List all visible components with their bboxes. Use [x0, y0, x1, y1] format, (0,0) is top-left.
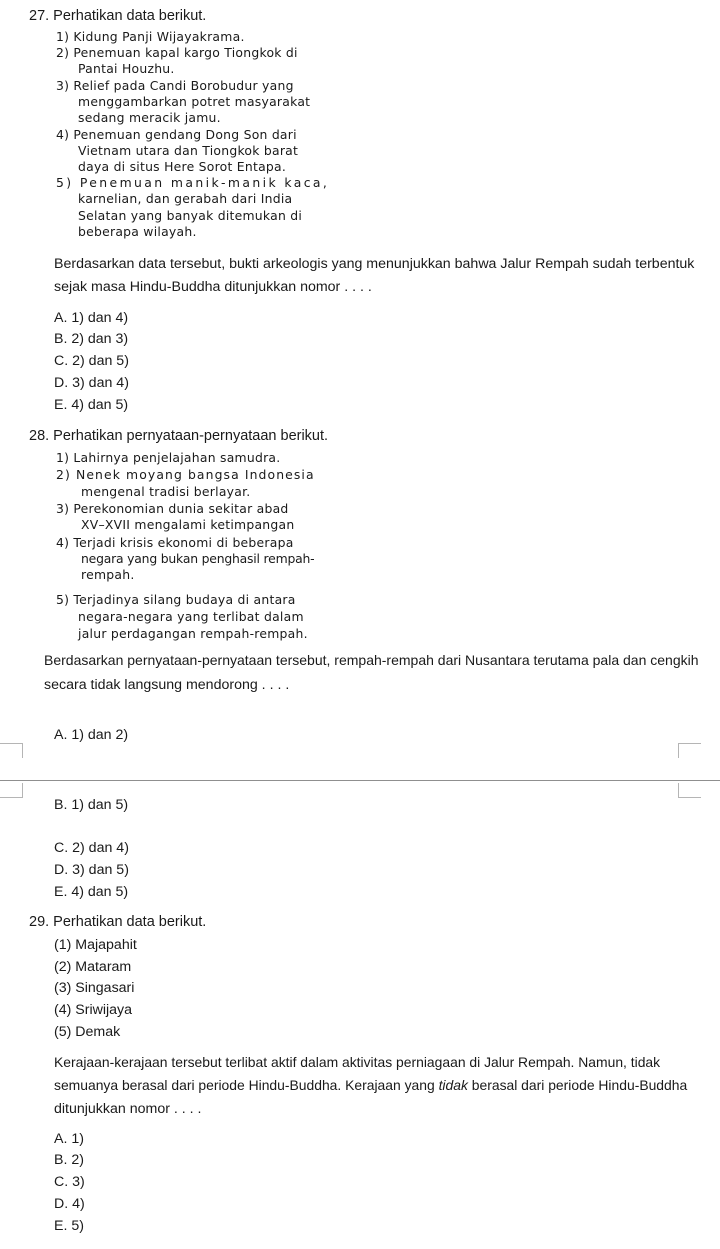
list-item: 5) Penemuan manik-manik kaca,	[56, 175, 330, 190]
list-item: (1) Majapahit	[54, 937, 137, 953]
option-c[interactable]: C. 3)	[54, 1174, 85, 1190]
option-c[interactable]: C. 2) dan 5)	[54, 353, 129, 369]
question-27-text-line-2: sejak masa Hindu-Buddha ditunjukkan nomor . . . .	[54, 279, 372, 295]
question-29-title: 29. Perhatikan data berikut.	[29, 914, 207, 930]
list-item: 1) Kidung Panji Wijayakrama.	[56, 29, 245, 44]
option-b[interactable]: B. 1) dan 5)	[54, 797, 129, 813]
list-item-continuation: jalur perdagangan rempah-rempah.	[78, 626, 308, 641]
list-item-continuation: negara-negara yang terlibat dalam	[78, 609, 304, 624]
option-e[interactable]: E. 4) dan 5)	[54, 884, 129, 900]
list-item-continuation: XV–XVII mengalami ketimpangan	[81, 517, 295, 532]
question-29-text-line-3: ditunjukkan nomor . . . .	[54, 1101, 202, 1117]
option-c[interactable]: C. 2) dan 4)	[54, 840, 129, 856]
crop-mark	[678, 783, 701, 798]
list-item: 5) Terjadinya silang budaya di antara	[56, 592, 296, 607]
question-29-text-line-2	[54, 1077, 687, 1093]
list-item-continuation: Vietnam utara dan Tiongkok barat	[78, 143, 299, 158]
option-d[interactable]: D. 3) dan 4)	[54, 375, 129, 391]
question-29-text-part: semuanya berasal dari periode Hindu-Buddha. Kerajaan yang	[54, 1077, 439, 1093]
question-29-text-part: berasal dari periode Hindu-Buddha	[467, 1077, 688, 1093]
crop-mark	[0, 743, 23, 758]
list-item: 3) Perekonomian dunia sekitar abad	[56, 501, 289, 516]
option-e[interactable]: E. 5)	[54, 1218, 84, 1234]
list-item-continuation: daya di situs Here Sorot Entapa.	[78, 159, 287, 174]
question-27-title: 27. Perhatikan data berikut.	[29, 8, 207, 24]
list-item: 2) Penemuan kapal kargo Tiongkok di	[56, 45, 298, 60]
list-item: (4) Sriwijaya	[54, 1002, 133, 1018]
list-item-continuation: beberapa wilayah.	[78, 224, 197, 239]
question-28-text-line-2: secara tidak langsung mendorong . . . .	[44, 677, 290, 693]
option-b[interactable]: B. 2) dan 3)	[54, 331, 129, 347]
list-item: 4) Terjadi krisis ekonomi di beberapa	[56, 535, 294, 550]
option-e[interactable]: E. 4) dan 5)	[54, 397, 129, 413]
option-a[interactable]: A. 1) dan 4)	[54, 310, 129, 326]
list-item: (2) Mataram	[54, 959, 132, 975]
list-item: (5) Demak	[54, 1024, 121, 1040]
question-28-text-line-1: Berdasarkan pernyataan-pernyataan tersebut, rempah-rempah dari Nusantara terutama pala dan cengkih	[44, 652, 699, 668]
list-item: 2) Nenek moyang bangsa Indonesia	[56, 467, 315, 482]
list-item: 4) Penemuan gendang Dong Son dari	[56, 127, 297, 142]
list-item-continuation: Selatan yang banyak ditemukan di	[78, 208, 303, 223]
list-item-continuation: negara yang bukan penghasil rempah-	[81, 551, 315, 566]
list-item-continuation: sedang meracik jamu.	[78, 110, 221, 125]
list-item-continuation: rempah.	[81, 567, 135, 582]
question-29-text-line-1: Kerajaan-kerajaan tersebut terlibat aktif dalam aktivitas perniagaan di Jalur Rempah. Namun, tidak	[54, 1054, 661, 1070]
emphasis-text: tidak	[438, 1077, 468, 1093]
list-item: (3) Singasari	[54, 980, 135, 996]
list-item-continuation: mengenal tradisi berlayar.	[81, 484, 251, 499]
question-28-title: 28. Perhatikan pernyataan-pernyataan berikut.	[29, 428, 329, 444]
page-break-divider	[0, 780, 720, 781]
option-d[interactable]: D. 3) dan 5)	[54, 862, 129, 878]
question-27-text-line-1: Berdasarkan data tersebut, bukti arkeologis yang menunjukkan bahwa Jalur Rempah sudah terbentuk	[54, 256, 695, 272]
option-d[interactable]: D. 4)	[54, 1196, 85, 1212]
crop-mark	[678, 743, 701, 758]
list-item-continuation: karnelian, dan gerabah dari India	[78, 191, 293, 206]
option-b[interactable]: B. 2)	[54, 1152, 84, 1168]
list-item: 1) Lahirnya penjelajahan samudra.	[56, 450, 281, 465]
list-item-continuation: menggambarkan potret masyarakat	[78, 94, 311, 109]
option-a[interactable]: A. 1) dan 2)	[54, 727, 129, 743]
list-item: 3) Relief pada Candi Borobudur yang	[56, 78, 294, 93]
list-item-continuation: Pantai Houzhu.	[78, 61, 175, 76]
option-a[interactable]: A. 1)	[54, 1131, 84, 1147]
crop-mark	[0, 783, 23, 798]
